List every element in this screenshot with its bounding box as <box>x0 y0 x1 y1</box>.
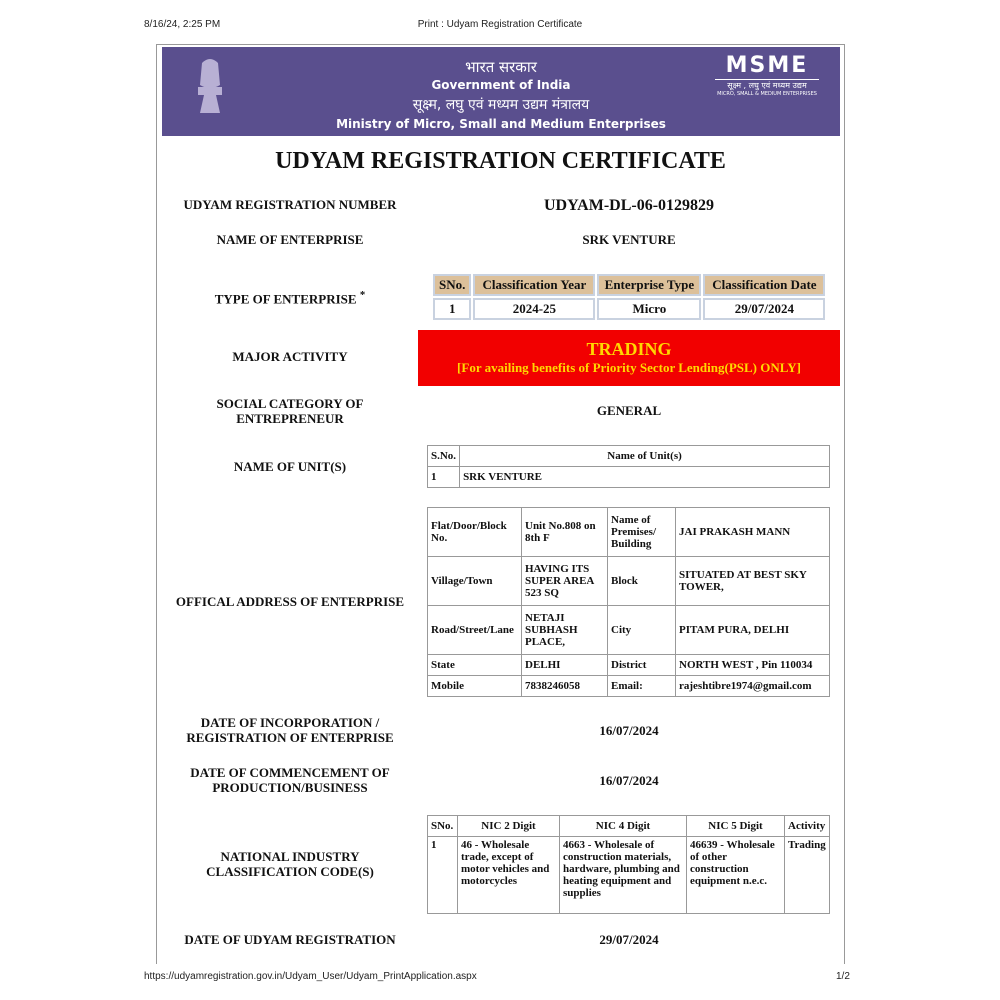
address-row <box>428 508 830 557</box>
page-number: 1/2 <box>836 971 850 982</box>
address-value: rajeshtibre1974@gmail.com <box>676 676 830 697</box>
name-label: NAME OF ENTERPRISE <box>216 232 364 247</box>
address-value: 7838246058 <box>522 676 608 697</box>
address-row <box>428 557 830 606</box>
certificate-title: UDYAM REGISTRATION CERTIFICATE <box>275 148 726 174</box>
address-value: SITUATED AT BEST SKY TOWER, <box>676 557 830 606</box>
address-key: Flat/Door/Block No. <box>428 508 522 557</box>
address-key: Road/Street/Lane <box>428 606 522 655</box>
address-key: District <box>608 655 676 676</box>
inc-label: DATE OF INCORPORATION / REGISTRATION OF ENTERPRISE <box>186 715 394 745</box>
units-table: S.No. Name of Unit(s) 1 SRK VENTURE <box>427 445 830 488</box>
gov-of-india: Government of India <box>431 78 571 92</box>
page-url: https://udyamregistration.gov.in/Udyam_User/Udyam_PrintApplication.aspx <box>144 971 477 982</box>
nic-table: SNo. NIC 2 Digit NIC 4 Digit NIC 5 Digit Activity 1 46 - Wholesale trade, except of motor vehicles and motorcycles 4663 - Wholesale of construction materials, hardware, plumbing and heating equipment and supplies 46639 - Wholesale of other construction equipment n.e.c. Trading <box>427 815 830 914</box>
major-activity-box <box>418 330 840 386</box>
address-value: Unit No.808 on 8th F <box>522 508 608 557</box>
com-value: 16/07/2024 <box>599 773 659 788</box>
address-key: City <box>608 606 676 655</box>
hindi-gov: भारत सरकार <box>465 58 537 76</box>
com-label: DATE OF COMMENCEMENT OF PRODUCTION/BUSINESS <box>190 765 390 795</box>
address-table <box>427 507 830 697</box>
print-title: Print : Udyam Registration Certificate <box>417 19 583 30</box>
name-value: SRK VENTURE <box>582 232 676 247</box>
units-label: NAME OF UNIT(S) <box>233 459 347 474</box>
classification-table: SNo. Classification Year Enterprise Type Classification Date 1 2024-25 Micro 29/07/2024 <box>431 272 827 322</box>
social-value: GENERAL <box>596 403 662 418</box>
address-row <box>428 606 830 655</box>
address-row <box>428 655 830 676</box>
address-value: DELHI <box>522 655 608 676</box>
udyam-date-value: 29/07/2024 <box>599 932 659 947</box>
address-value: PITAM PURA, DELHI <box>676 606 830 655</box>
social-label: SOCIAL CATEGORY OF ENTREPRENEUR <box>216 396 364 426</box>
address-key: State <box>428 655 522 676</box>
activity-value: TRADING <box>586 339 672 359</box>
address-value: JAI PRAKASH MANN <box>676 508 830 557</box>
reg-no-label: UDYAM REGISTRATION NUMBER <box>183 197 397 212</box>
type-label: TYPE OF ENTERPRISE * <box>214 289 366 307</box>
address-key: Block <box>608 557 676 606</box>
address-label: OFFICAL ADDRESS OF ENTERPRISE <box>175 594 405 609</box>
address-key: Village/Town <box>428 557 522 606</box>
hindi-ministry: सूक्ष्म, लघु एवं मध्यम उद्यम मंत्रालय <box>412 97 590 113</box>
ministry-name: Ministry of Micro, Small and Medium Enterprises <box>336 117 666 131</box>
address-value: NORTH WEST , Pin 110034 <box>676 655 830 676</box>
address-key: Email: <box>608 676 676 697</box>
address-key: Name of Premises/ Building <box>608 508 676 557</box>
nic-label: NATIONAL INDUSTRY CLASSIFICATION CODE(S) <box>206 849 374 879</box>
print-datetime: 8/16/24, 2:25 PM <box>144 19 221 30</box>
udyam-date-label: DATE OF UDYAM REGISTRATION <box>184 932 396 947</box>
inc-value: 16/07/2024 <box>599 723 659 738</box>
msme-logo: MSME सूक्ष्म , लघु एवं मध्यम उद्यम MICRO, SMALL & MEDIUM ENTERPRISES <box>715 53 819 97</box>
reg-no-value: UDYAM-DL-06-0129829 <box>543 197 715 214</box>
activity-note: [For availing benefits of Priority Sector Lending(PSL) ONLY] <box>457 360 801 375</box>
address-value: NETAJI SUBHASH PLACE, <box>522 606 608 655</box>
ministry-banner <box>162 47 840 136</box>
address-key: Mobile <box>428 676 522 697</box>
address-row <box>428 676 830 697</box>
activity-label: MAJOR ACTIVITY <box>232 349 348 364</box>
address-value: HAVING ITS SUPER AREA 523 SQ <box>522 557 608 606</box>
